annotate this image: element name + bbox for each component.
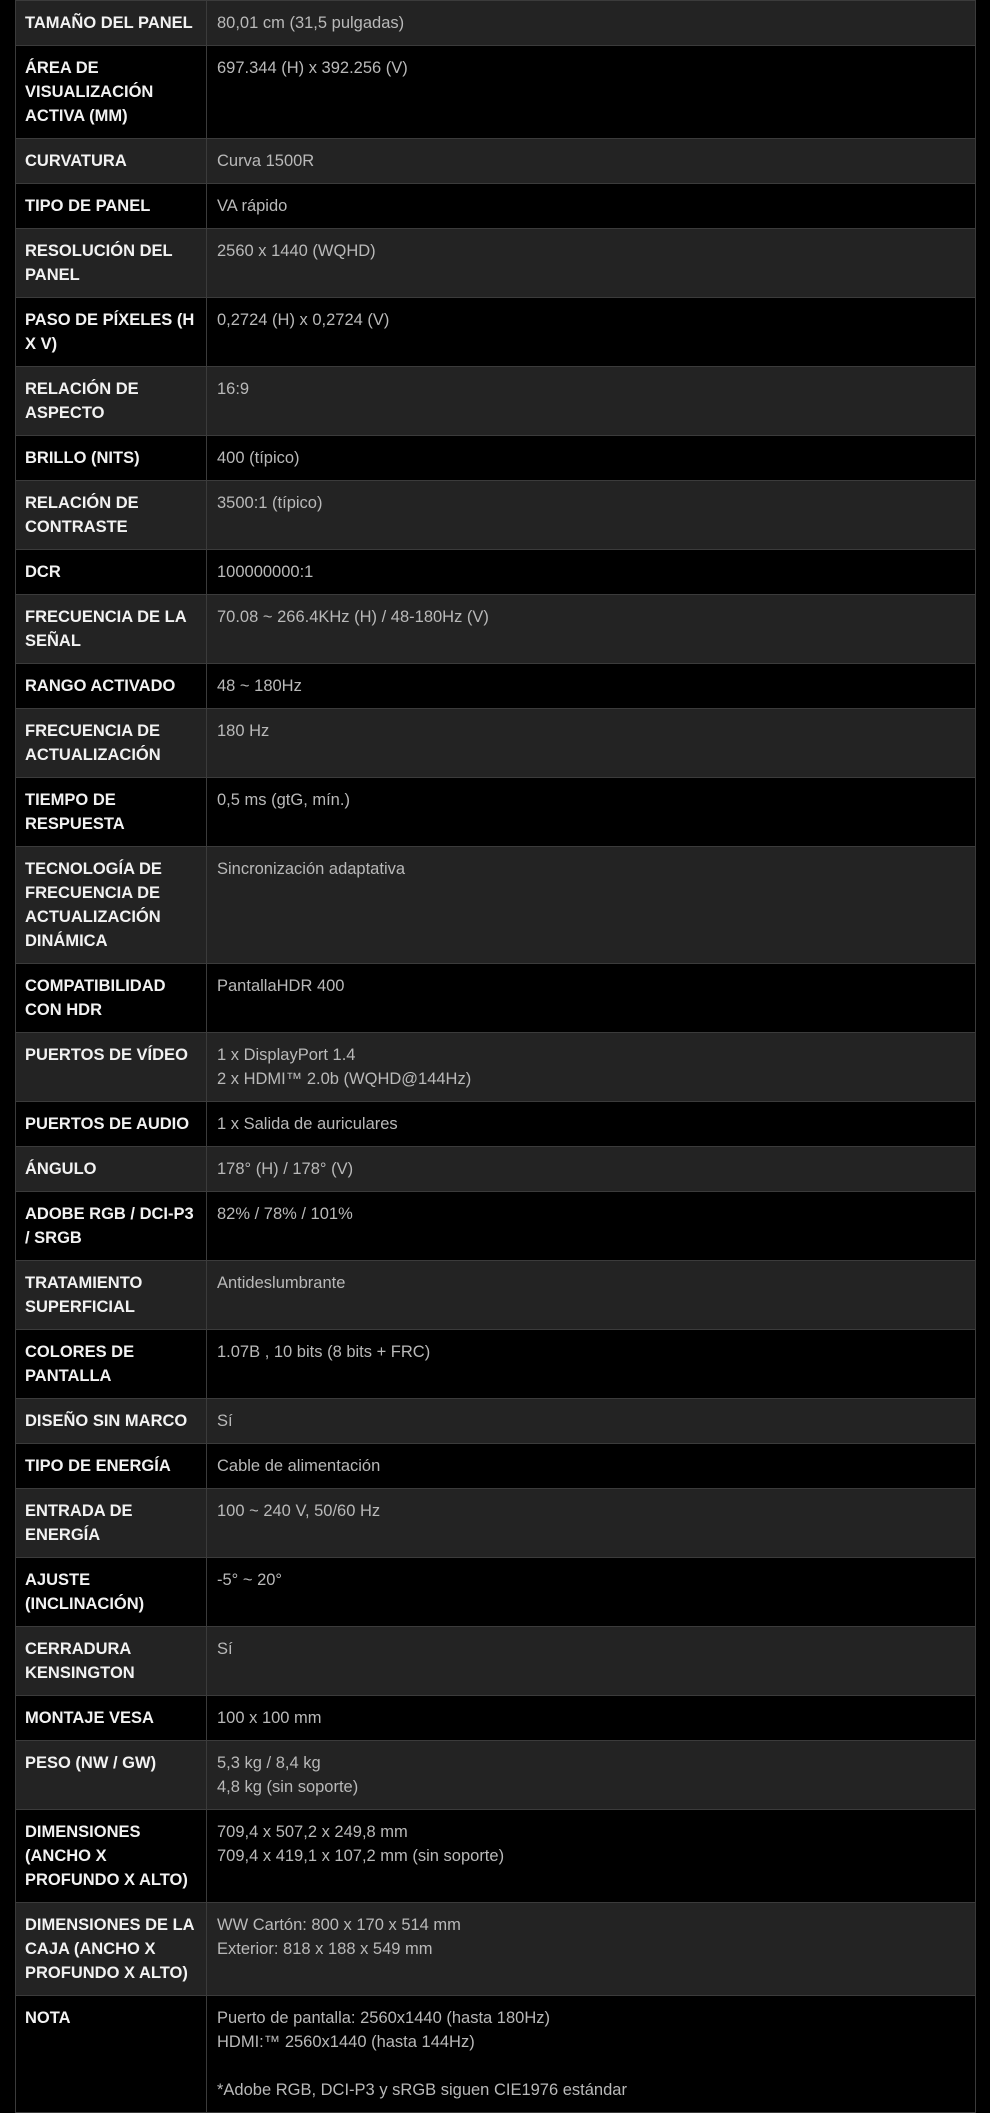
spec-label: PASO DE PÍXELES (H X V) [16,298,207,367]
spec-value-line: 82% / 78% / 101% [217,1205,353,1223]
spec-value-line: Sí [217,1412,233,1430]
spec-value [207,367,976,436]
spec-value-line: 100 ~ 240 V, 50/60 Hz [217,1502,381,1520]
spec-value [207,1399,976,1444]
spec-row [16,1903,976,1996]
spec-row [16,1996,976,2113]
spec-value [207,709,976,778]
spec-value-line: *Adobe RGB, DCI-P3 y sRGB siguen CIE1976 estándar [217,2081,627,2099]
spec-row [16,1741,976,1810]
spec-label: PUERTOS DE AUDIO [16,1102,207,1147]
spec-row [16,1444,976,1489]
spec-value [207,1330,976,1399]
spec-value [207,847,976,964]
spec-label: RELACIÓN DE CONTRASTE [16,481,207,550]
spec-value [207,46,976,139]
spec-row [16,964,976,1033]
spec-row [16,436,976,481]
spec-row [16,184,976,229]
spec-row [16,46,976,139]
spec-value-line: Sincronización adaptativa [217,860,406,878]
spec-row [16,1558,976,1627]
spec-row [16,1696,976,1741]
spec-value [207,139,976,184]
spec-label: COMPATIBILIDAD CON HDR [16,964,207,1033]
spec-label: TIPO DE PANEL [16,184,207,229]
spec-value [207,964,976,1033]
spec-value-line: 709,4 x 419,1 x 107,2 mm (sin soporte) [217,1847,505,1865]
spec-value-line: 697.344 (H) x 392.256 (V) [217,59,408,77]
spec-row [16,1261,976,1330]
spec-row [16,1102,976,1147]
spec-value-line: PantallaHDR 400 [217,977,345,995]
spec-value-line: Curva 1500R [217,152,315,170]
spec-value [207,1696,976,1741]
spec-label: PESO (NW / GW) [16,1741,207,1810]
spec-value-line: 0,2724 (H) x 0,2724 (V) [217,311,390,329]
spec-label: TECNOLOGÍA DE FRECUENCIA DE ACTUALIZACIÓN DINÁMICA [16,847,207,964]
spec-value [207,778,976,847]
spec-row [16,1627,976,1696]
spec-value-line: 16:9 [217,380,250,398]
spec-value [207,1147,976,1192]
spec-label: ÁNGULO [16,1147,207,1192]
spec-value [207,1903,976,1996]
spec-row [16,139,976,184]
spec-value-line: Sí [217,1640,233,1658]
spec-value-line: 4,8 kg (sin soporte) [217,1778,359,1796]
spec-label: FRECUENCIA DE ACTUALIZACIÓN [16,709,207,778]
spec-value-line: 1 x DisplayPort 1.4 [217,1046,356,1064]
spec-value-line: 180 Hz [217,722,270,740]
spec-row [16,664,976,709]
spec-value [207,1810,976,1903]
spec-label: TRATAMIENTO SUPERFICIAL [16,1261,207,1330]
spec-value [207,436,976,481]
spec-label: TAMAÑO DEL PANEL [16,1,207,46]
spec-value-line: HDMI:™ 2560x1440 (hasta 144Hz) [217,2033,475,2051]
spec-value-line: 178° (H) / 178° (V) [217,1160,354,1178]
spec-value-line: 709,4 x 507,2 x 249,8 mm [217,1823,408,1841]
spec-label: DIMENSIONES DE LA CAJA (ANCHO X PROFUNDO X ALTO) [16,1903,207,1996]
spec-value-line: 80,01 cm (31,5 pulgadas) [217,14,405,32]
spec-label: TIEMPO DE RESPUESTA [16,778,207,847]
spec-row [16,1399,976,1444]
spec-table [15,0,976,2113]
spec-row [16,1,976,46]
spec-label: TIPO DE ENERGÍA [16,1444,207,1489]
spec-label: PUERTOS DE VÍDEO [16,1033,207,1102]
spec-value-line: 2 x HDMI™ 2.0b (WQHD@144Hz) [217,1070,472,1088]
spec-value-line: 1 x Salida de auriculares [217,1115,398,1133]
spec-value [207,664,976,709]
spec-row [16,1033,976,1102]
spec-value [207,1444,976,1489]
spec-label: COLORES DE PANTALLA [16,1330,207,1399]
spec-value-line: Antideslumbrante [217,1274,346,1292]
spec-row [16,1489,976,1558]
spec-label: BRILLO (NITS) [16,436,207,481]
spec-value [207,1102,976,1147]
spec-row [16,367,976,436]
spec-row [16,550,976,595]
spec-value-line: 100 x 100 mm [217,1709,322,1727]
spec-label: FRECUENCIA DE LA SEÑAL [16,595,207,664]
spec-value-line [217,2054,966,2078]
spec-value [207,1192,976,1261]
spec-value-line: 1.07B , 10 bits (8 bits + FRC) [217,1343,431,1361]
spec-value [207,1741,976,1810]
spec-row [16,1330,976,1399]
spec-row [16,778,976,847]
spec-value-line: 2560 x 1440 (WQHD) [217,242,376,260]
spec-row [16,1147,976,1192]
spec-row [16,229,976,298]
spec-row [16,709,976,778]
spec-label: RESOLUCIÓN DEL PANEL [16,229,207,298]
spec-label: DIMENSIONES (ANCHO X PROFUNDO X ALTO) [16,1810,207,1903]
spec-value-line: WW Cartón: 800 x 170 x 514 mm [217,1916,461,1934]
spec-label: RELACIÓN DE ASPECTO [16,367,207,436]
spec-value [207,1558,976,1627]
spec-value [207,550,976,595]
spec-label: ADOBE RGB / DCI-P3 / SRGB [16,1192,207,1261]
spec-value-line: 400 (típico) [217,449,300,467]
spec-label: DISEÑO SIN MARCO [16,1399,207,1444]
spec-label: ENTRADA DE ENERGÍA [16,1489,207,1558]
spec-value [207,1261,976,1330]
spec-label: AJUSTE (INCLINACIÓN) [16,1558,207,1627]
spec-value-line: Puerto de pantalla: 2560x1440 (hasta 180Hz) [217,2009,550,2027]
spec-value-line: -5° ~ 20° [217,1571,283,1589]
spec-row [16,481,976,550]
spec-value [207,298,976,367]
spec-value-line: 3500:1 (típico) [217,494,323,512]
spec-value-line: 5,3 kg / 8,4 kg [217,1754,321,1772]
spec-value [207,1033,976,1102]
spec-value [207,1996,976,2113]
spec-value-line: 70.08 ~ 266.4KHz (H) / 48-180Hz (V) [217,608,489,626]
spec-value [207,229,976,298]
spec-label: RANGO ACTIVADO [16,664,207,709]
spec-row [16,298,976,367]
spec-value [207,1,976,46]
spec-value-line: VA rápido [217,197,288,215]
spec-value-line: Cable de alimentación [217,1457,381,1475]
spec-label: DCR [16,550,207,595]
spec-row [16,847,976,964]
spec-label: CURVATURA [16,139,207,184]
spec-value-line: 48 ~ 180Hz [217,677,302,695]
spec-row [16,595,976,664]
spec-value-line: 100000000:1 [217,563,314,581]
spec-table-body [16,1,976,2113]
spec-value [207,1627,976,1696]
spec-value [207,595,976,664]
spec-value [207,184,976,229]
spec-label: MONTAJE VESA [16,1696,207,1741]
spec-label: NOTA [16,1996,207,2113]
spec-value [207,481,976,550]
spec-label: CERRADURA KENSINGTON [16,1627,207,1696]
spec-label: ÁREA DE VISUALIZACIÓN ACTIVA (MM) [16,46,207,139]
spec-row [16,1192,976,1261]
spec-value-line: 0,5 ms (gtG, mín.) [217,791,350,809]
spec-value-line: Exterior: 818 x 188 x 549 mm [217,1940,433,1958]
spec-value [207,1489,976,1558]
spec-row [16,1810,976,1903]
